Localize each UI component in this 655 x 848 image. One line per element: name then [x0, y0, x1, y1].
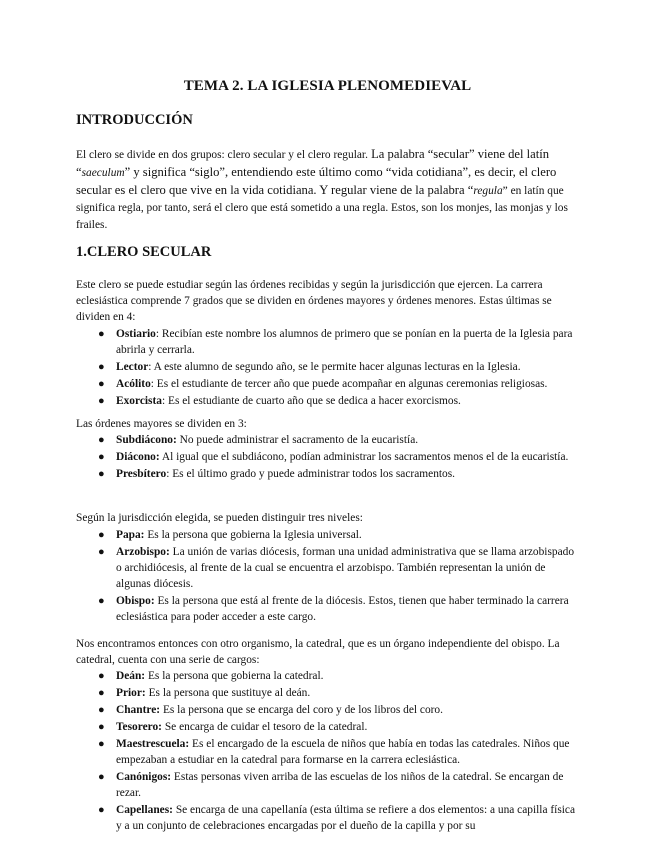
- intro-text-3: ” y significa “siglo”, entendiendo este último como “vida cotidiana”, es decir, el clero secular es el clero que vive en la vida cotidiana.: [76, 165, 557, 197]
- list-item-text: La unión de varias diócesis, forman una unidad administrativa que se llama arzobispado o archidiócesis, al frente de la cual se encuentra el arzobispo. También representan la unión de algunas diócesis.: [116, 546, 575, 590]
- bullet-icon: ●: [98, 670, 105, 682]
- jurisdiccion-lead: Según la jurisdicción elegida, se pueden distinguir tres niveles:: [76, 512, 363, 524]
- bullet-icon: ●: [98, 546, 105, 558]
- list-item: [76, 527, 576, 543]
- page-title: TEMA 2. LA IGLESIA PLENOMEDIEVAL: [183, 78, 472, 94]
- bullet-icon: ●: [98, 595, 105, 607]
- intro-term-regula: regula: [473, 185, 503, 197]
- list-item-term: Tesorero:: [116, 721, 162, 733]
- intro-text-1: El clero se divide en dos grupos: clero secular y el clero regular.: [76, 149, 368, 161]
- list-item: [76, 593, 576, 625]
- list-item: [76, 685, 576, 701]
- intro-text-2: La palabra “secular” viene del latín “: [76, 147, 550, 179]
- list-item: [76, 544, 576, 592]
- list-item-text: Es el encargado de la escuela de niños que había en todas las catedrales. Niños que empezaban a estudiar en la catedral para formarse en la carrera eclesiástica.: [116, 738, 570, 766]
- ordenes-mayores-lead: Las órdenes mayores se dividen en 3:: [76, 418, 247, 430]
- bullet-icon: ●: [98, 529, 105, 541]
- list-item-term: Papa:: [116, 529, 145, 541]
- bullet-icon: ●: [98, 361, 105, 373]
- list-item-text: No puede administrar el sacramento de la eucaristía.: [176, 434, 419, 446]
- list-item-text: Es la persona que se encarga del coro y de los libros del coro.: [160, 704, 443, 716]
- list-item-text: Es la persona que gobierna la Iglesia universal.: [144, 529, 362, 541]
- list-item-term: Acólito: [116, 378, 151, 390]
- list-item-term: Capellanes:: [116, 804, 173, 816]
- list-item-term: Diácono:: [116, 451, 160, 463]
- list-item: [76, 719, 576, 735]
- intro-term-saeculum: saeculum: [81, 167, 125, 179]
- list-item-text: : A este alumno de segundo año, se le permite hacer algunas lecturas en la Iglesia.: [148, 361, 521, 373]
- intro-paragraph: [76, 146, 574, 234]
- bullet-icon: ●: [98, 771, 105, 783]
- bullet-icon: ●: [98, 738, 105, 750]
- catedral-cargos-list: [76, 668, 576, 835]
- list-item-term: Exorcista: [116, 395, 162, 407]
- catedral-lead: Nos encontramos entonces con otro organismo, la catedral, que es un órgano independiente del obispo. La catedral, cuenta con una serie de cargos:: [76, 638, 560, 666]
- list-item: [76, 802, 576, 834]
- list-item-text: Es la persona que gobierna la catedral.: [145, 670, 324, 682]
- list-item: [76, 376, 576, 392]
- list-item-term: Chantre:: [116, 704, 161, 716]
- list-item-text: Al igual que el subdiácono, podían administrar los sacramentos menos el de la eucaristía.: [159, 451, 569, 463]
- list-item-term: Deán:: [116, 670, 146, 682]
- list-item-term: Subdiácono:: [116, 434, 177, 446]
- bullet-icon: ●: [98, 687, 105, 699]
- secular-paragraph: Este clero se puede estudiar según las órdenes recibidas y según la jurisdicción que ejercen. La carrera eclesiástica comprende 7 grados que se dividen en órdenes mayores y órdenes menores. Estas últimas se dividen en 4:: [76, 279, 552, 323]
- list-item-term: Maestrescuela:: [116, 738, 190, 750]
- list-item-term: Ostiario: [116, 328, 156, 340]
- list-item-text: Estas personas viven arriba de las escuelas de los niños de la catedral. Se encargan de rezar.: [116, 771, 564, 799]
- list-item: [76, 466, 576, 482]
- list-item-text: Es la persona que está al frente de la diócesis. Estos, tienen que haber terminado la carrera eclesiástica para poder acceder a este cargo.: [116, 595, 569, 623]
- intro-text-4: Y regular viene de la palabra “: [316, 183, 474, 197]
- bullet-icon: ●: [98, 434, 105, 446]
- bullet-icon: ●: [98, 468, 105, 480]
- bullet-icon: ●: [98, 395, 105, 407]
- list-item-term: Canónigos:: [116, 771, 172, 783]
- list-item-term: Lector: [116, 361, 149, 373]
- list-item: [76, 769, 576, 801]
- list-item-text: : Es el último grado y puede administrar todos los sacramentos.: [166, 468, 456, 480]
- list-item-term: Presbítero: [116, 468, 167, 480]
- list-item: [76, 668, 576, 684]
- list-item-term: Prior:: [116, 687, 146, 699]
- bullet-icon: ●: [98, 804, 105, 816]
- intro-heading: INTRODUCCIÓN: [76, 112, 193, 128]
- bullet-icon: ●: [98, 451, 105, 463]
- list-item-text: : Es el estudiante de tercer año que puede acompañar en algunas ceremonias religiosas.: [150, 378, 548, 390]
- ordenes-menores-list: [76, 326, 576, 410]
- ordenes-mayores-list: [76, 432, 576, 483]
- bullet-icon: ●: [98, 721, 105, 733]
- list-item: [76, 702, 576, 718]
- bullet-icon: ●: [98, 328, 105, 340]
- list-item: [76, 326, 576, 358]
- list-item-text: Se encarga de una capellanía (esta última se refiere a dos elementos: a una capilla física y a un conjunto de celebraciones encargadas por el dueño de la capilla y por su: [116, 804, 576, 832]
- bullet-icon: ●: [98, 378, 105, 390]
- list-item: [76, 393, 576, 409]
- list-item: [76, 359, 576, 375]
- jurisdiccion-list: [76, 527, 576, 626]
- list-item: [76, 449, 576, 465]
- list-item-term: Obispo:: [116, 595, 155, 607]
- list-item-text: : Es el estudiante de cuarto año que se dedica a hacer exorcismos.: [161, 395, 461, 407]
- intro-text-5: ” en latín que significa regla, por tanto, será el clero que está sometido a una regla. Estos, son los monjes, las monjas y los frailes.: [76, 185, 568, 231]
- list-item-text: Es la persona que sustituye al deán.: [145, 687, 311, 699]
- list-item: [76, 432, 576, 448]
- bullet-icon: ●: [98, 704, 105, 716]
- list-item: [76, 736, 576, 768]
- list-item-text: Se encarga de cuidar el tesoro de la catedral.: [161, 721, 368, 733]
- section-heading-clero-secular: 1.CLERO SECULAR: [76, 244, 212, 260]
- list-item-text: : Recibían este nombre los alumnos de primero que se ponían en la puerta de la Iglesia para abrirla y cerrarla.: [116, 328, 573, 356]
- list-item-term: Arzobispo:: [116, 546, 170, 558]
